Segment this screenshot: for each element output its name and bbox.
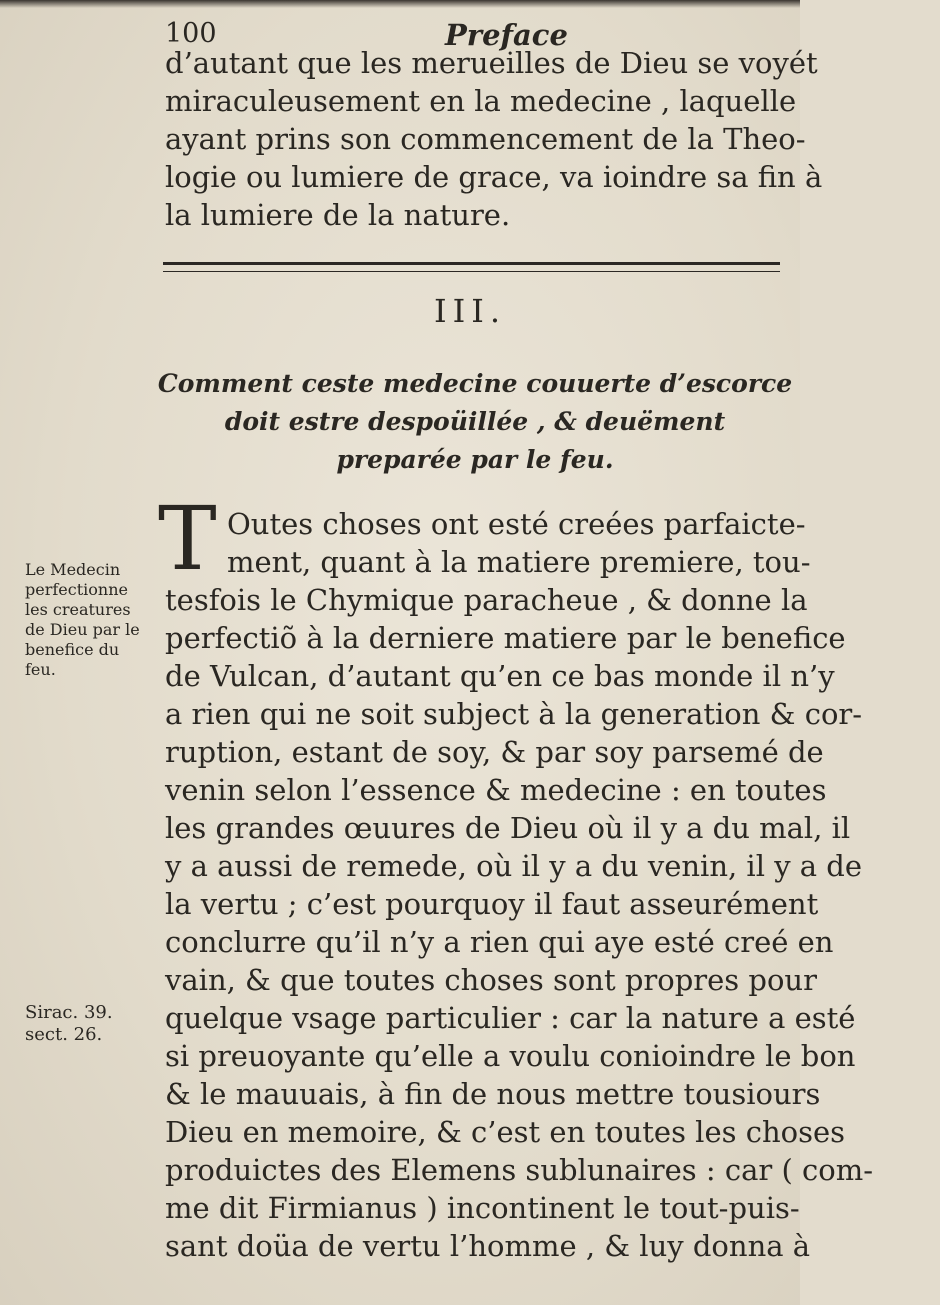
body-paragraph: [165, 581, 873, 1265]
heading-line: Comment ceste medecine couuerte d’escorce: [157, 369, 793, 398]
text-line: les grandes œuures de Dieu où il y a du mal, il: [165, 811, 851, 845]
text-line: miraculeusement en la medecine , laquelle: [165, 84, 797, 118]
margin-note-line: de Dieu par le: [25, 620, 140, 639]
margin-note-sirac: [25, 1002, 113, 1046]
text-line: d’autant que les merueilles de Dieu se voyét: [165, 46, 818, 80]
text-line: conclurre qu’il n’y a rien qui aye esté creé en: [165, 925, 834, 959]
margin-note-line: Sirac. 39.: [25, 1002, 113, 1023]
text-line: vain, & que toutes choses sont propres pour: [165, 963, 817, 997]
text-line: Dieu en memoire, & c’est en toutes les choses: [165, 1115, 846, 1149]
text-line: Outes choses ont esté creées parfaicte-: [227, 507, 806, 541]
text-line: la vertu ; c’est pourquoy il faut asseurément: [165, 887, 819, 921]
running-head: Preface: [445, 18, 568, 52]
drop-cap: T: [158, 487, 217, 590]
text-line: venin selon l’essence & medecine : en toutes: [165, 773, 827, 807]
section-number: III.: [433, 292, 507, 330]
ornamental-rule: [163, 262, 780, 272]
page-edge-shadow: [0, 0, 800, 8]
margin-note-line: les creatures: [25, 600, 131, 619]
margin-note-line: sect. 26.: [25, 1024, 103, 1045]
margin-note-line: feu.: [25, 660, 56, 679]
text-line: y a aussi de remede, où il y a du venin, il y a de: [165, 849, 863, 883]
margin-note-line: benefice du: [25, 640, 120, 659]
margin-note-line: perfectionne: [25, 580, 128, 599]
body-first-lines: [227, 505, 811, 581]
text-line: & le mauuais, à fin de nous mettre tousiours: [165, 1077, 821, 1111]
text-line: a rien qui ne soit subject à la generation & cor-: [165, 697, 863, 731]
text-line: produictes des Elemens sublunaires : car ( com-: [165, 1153, 874, 1187]
opening-paragraph: [165, 44, 822, 234]
text-line: quelque vsage particulier : car la nature a esté: [165, 1001, 856, 1035]
text-line: me dit Firmianus ) incontinent le tout-puis-: [165, 1191, 800, 1225]
text-line: sant doüa de vertu l’homme , & luy donna à: [165, 1229, 811, 1263]
heading-line: preparée par le feu.: [336, 445, 614, 474]
text-line: ruption, estant de soy, & par soy parsemé de: [165, 735, 824, 769]
heading-line: doit estre despoüillée , & deuëment: [224, 407, 726, 436]
text-line: de Vulcan, d’autant qu’en ce bas monde il n’y: [165, 659, 835, 693]
text-line: ayant prins son commencement de la Theo-: [165, 122, 806, 156]
text-line: tesfois le Chymique paracheue , & donne la: [165, 583, 808, 617]
margin-note-medecin: [25, 560, 140, 680]
text-line: la lumiere de la nature.: [165, 198, 511, 232]
section-heading: [150, 365, 800, 479]
margin-note-line: Le Medecin: [25, 560, 121, 579]
text-line: logie ou lumiere de grace, va ioindre sa fin à: [165, 160, 823, 194]
text-line: ment, quant à la matiere premiere, tou-: [227, 545, 811, 579]
page-number: 100: [165, 18, 217, 49]
text-line: perfectiõ à la derniere matiere par le benefice: [165, 621, 846, 655]
text-line: si preuoyante qu’elle a voulu conioindre le bon: [165, 1039, 856, 1073]
